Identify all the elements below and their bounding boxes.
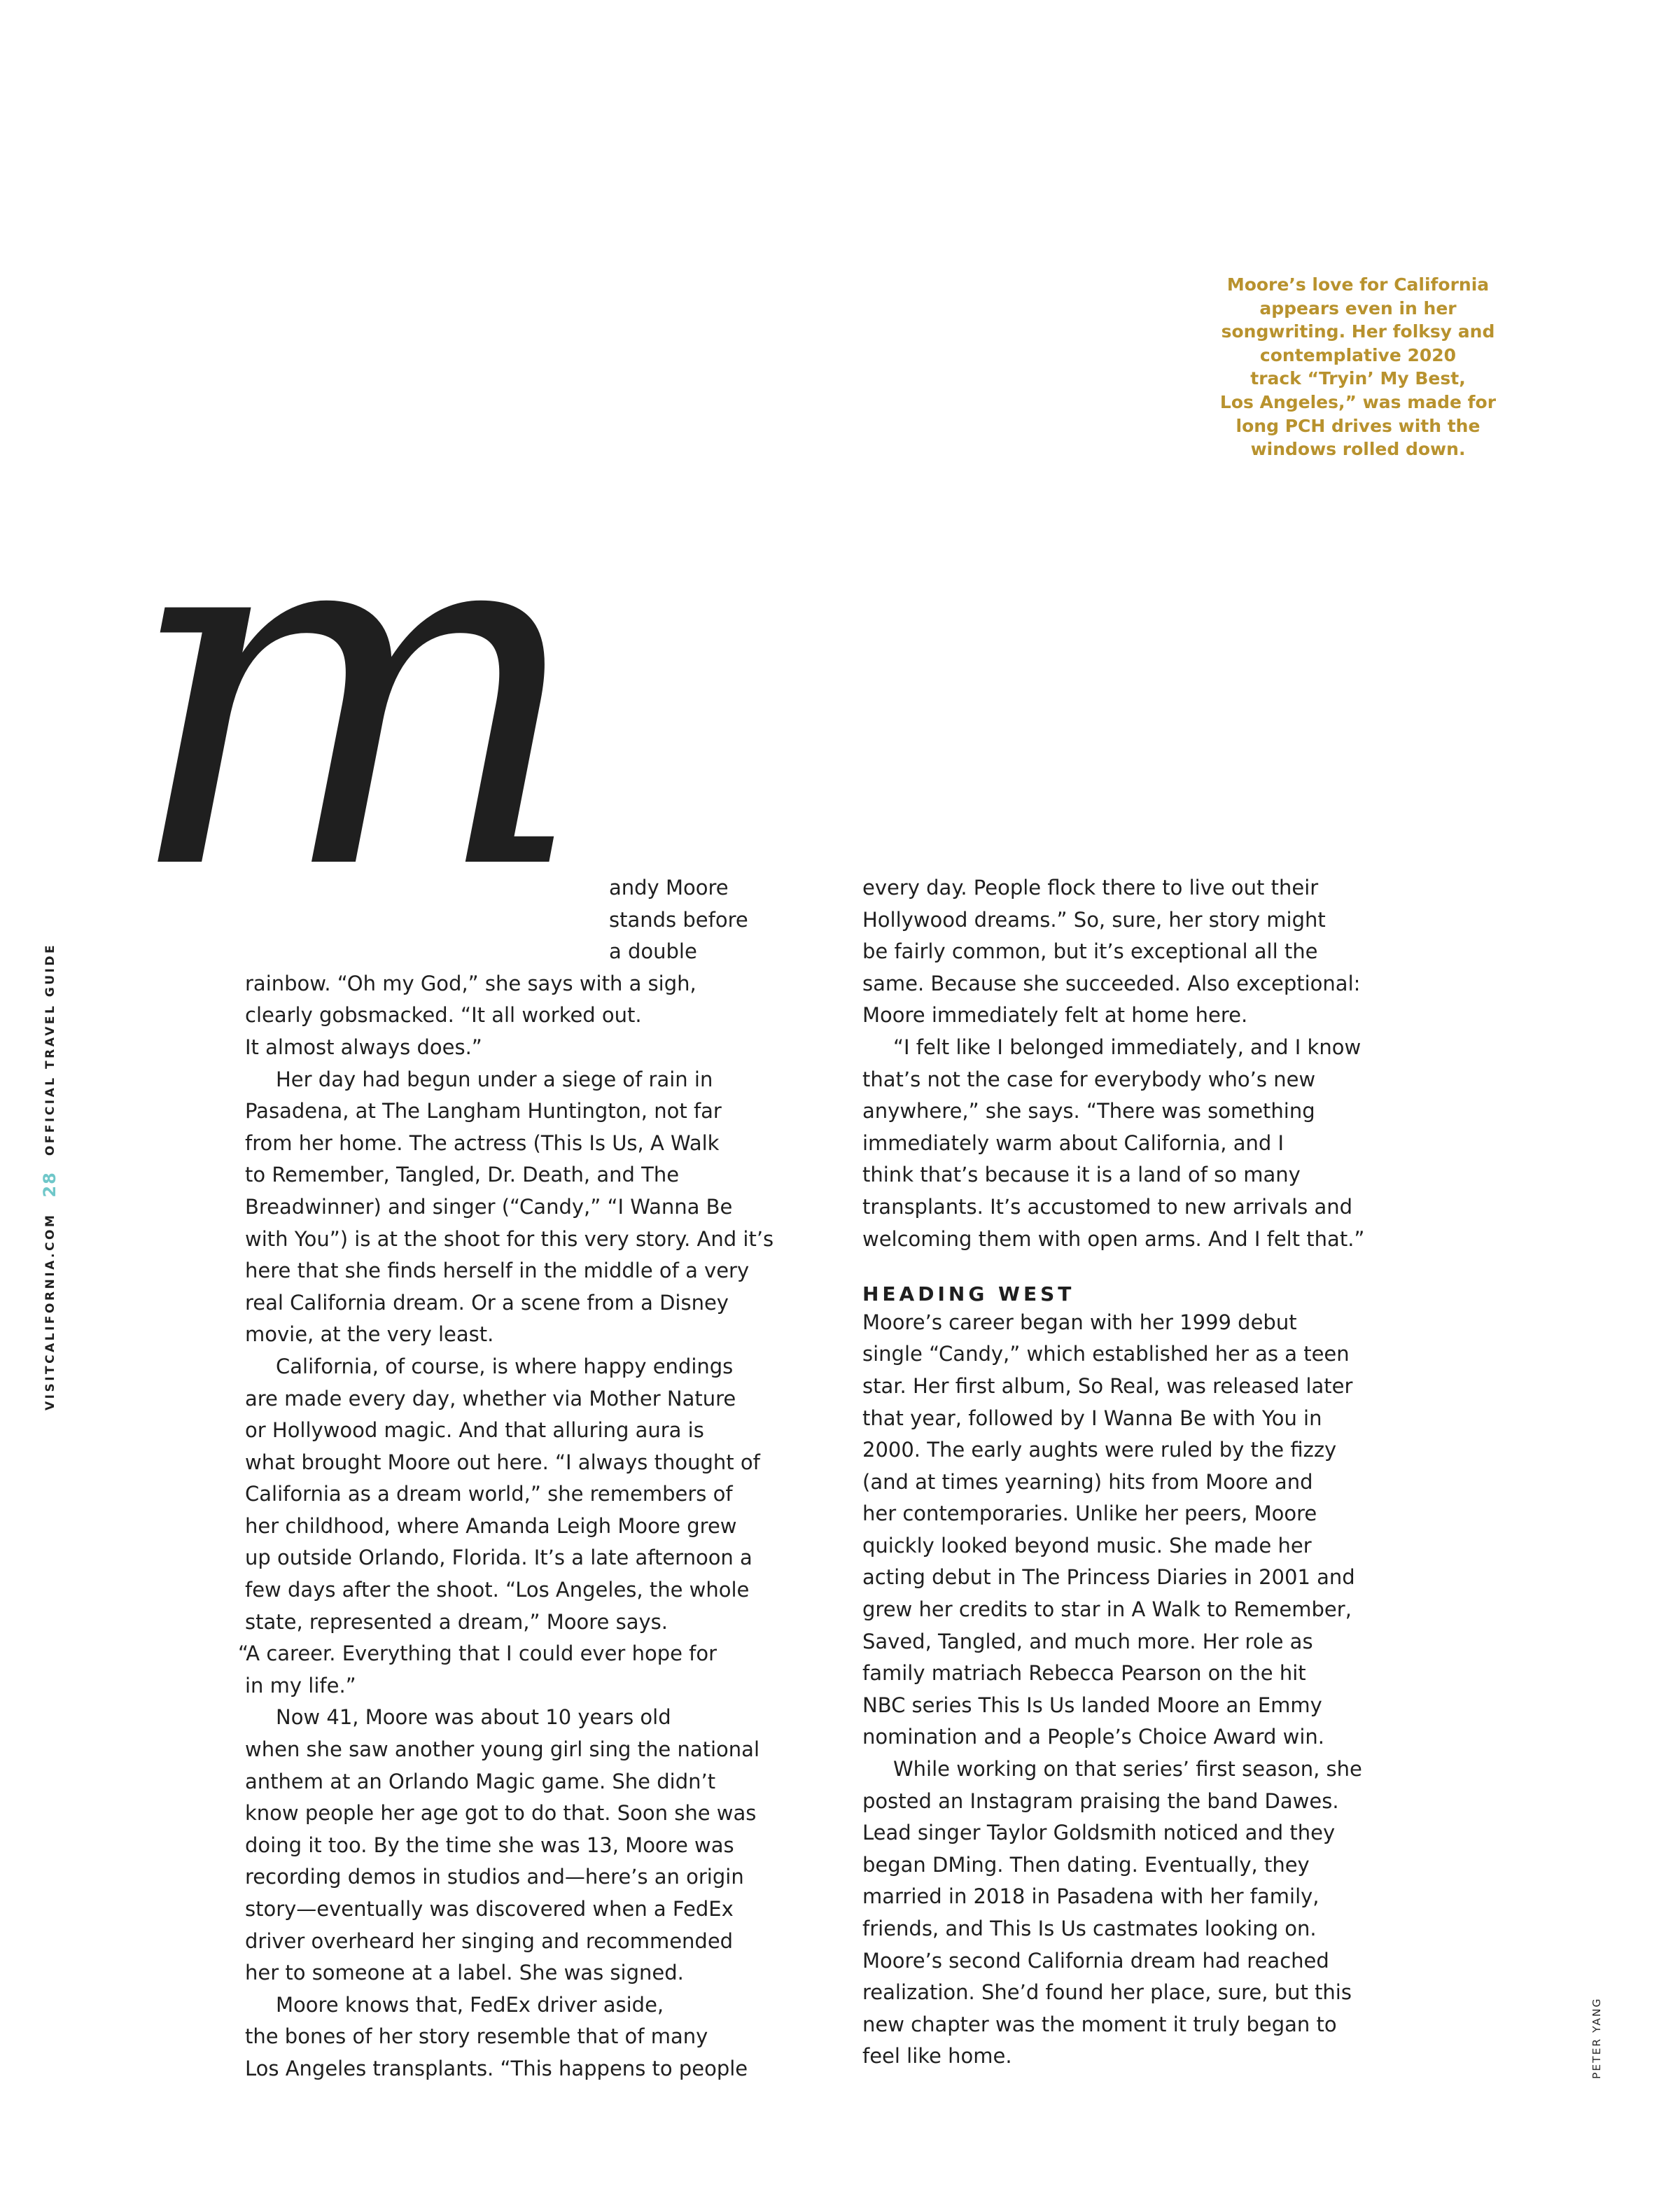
text-line: welcoming them with open arms. And I felt that.” (862, 1226, 1365, 1251)
text-line: posted an Instagram praising the band Dawes. (862, 1788, 1339, 1813)
article-column-left (238, 872, 774, 2085)
text-line: realization. She’d found her place, sure, but this (862, 1980, 1352, 2005)
text-line: Moore’s career began with her 1999 debut (862, 1310, 1297, 1334)
text-line: her childhood, where Amanda Leigh Moore grew (245, 1513, 737, 1538)
text-line: here that she finds herself in the middle of a very (245, 1259, 750, 1283)
text-line: (and at times yearning) hits from Moore and (862, 1469, 1313, 1494)
text-line: know people her age got to do that. Soon she was (245, 1801, 757, 1826)
text-line: Moore immediately felt at home here. (862, 1003, 1248, 1028)
text-line: anywhere,” she says. “There was something (862, 1099, 1315, 1124)
text-line: up outside Orlando, Florida. It’s a late afternoon a (245, 1546, 752, 1570)
text-line: Lead singer Taylor Goldsmith noticed and they (862, 1821, 1336, 1845)
text-line: family matriach Rebecca Pearson on the hit (862, 1661, 1306, 1686)
text-line: state, represented a dream,” Moore says. (245, 1609, 668, 1634)
pull-quote-line: long PCH drives with the (1236, 415, 1480, 436)
pull-quote-line: track “Tryin’ My Best, (1250, 368, 1466, 389)
article-column-right (862, 872, 1364, 2073)
text-line: every day. People flock there to live out their (862, 876, 1319, 899)
text-line: what brought Moore out here. “I always thought of (245, 1450, 760, 1474)
text-line: a double (609, 939, 697, 964)
text-line: feel like home. (862, 2044, 1012, 2068)
text-line: 2000. The early aughts were ruled by the fizzy (862, 1438, 1337, 1462)
text-line: think that’s because it is a land of so many (862, 1163, 1301, 1187)
text-line: began DMing. Then dating. Eventually, they (862, 1852, 1310, 1877)
text-line: Moore’s second California dream had reached (862, 1948, 1329, 1973)
text-line: Los Angeles transplants. “This happens to people (245, 2056, 748, 2080)
text-line: “A career. Everything that I could ever hope for (238, 1642, 718, 1666)
pull-quote-line: contemplative 2020 (1259, 344, 1457, 365)
text-line: doing it too. By the time she was 13, Moore was (245, 1833, 734, 1857)
text-line: to Remember, Tangled, Dr. Death, and The (245, 1163, 680, 1187)
text-line: immediately warm about California, and I (862, 1130, 1284, 1155)
text-line: California, of course, is where happy endings (276, 1354, 734, 1378)
text-line: quickly looked beyond music. She made her (862, 1533, 1312, 1558)
text-line: Her day had begun under a siege of rain in (276, 1067, 713, 1091)
photo-credit: PETER YANG (1590, 1997, 1603, 2079)
text-line: with You”) is at the shoot for this very story. And it’s (245, 1226, 774, 1251)
text-line: her contemporaries. Unlike her peers, Moore (862, 1502, 1317, 1526)
text-line: new chapter was the moment it truly began to (862, 2012, 1337, 2036)
text-line: the bones of her story resemble that of many (245, 2024, 708, 2049)
pull-quote-line: songwriting. Her folksy and (1221, 321, 1495, 342)
pull-quote-line: Los Angeles,” was made for (1219, 391, 1497, 412)
site-url: VISITCALIFORNIA.COM (43, 1212, 57, 1410)
text-line: real California dream. Or a scene from a Disney (245, 1290, 729, 1315)
text-line: married in 2018 in Pasadena with her family, (862, 1884, 1320, 1909)
text-line: nomination and a People’s Choice Award win. (862, 1725, 1325, 1749)
text-line: Now 41, Moore was about 10 years old (276, 1705, 671, 1730)
text-line: rainbow. “Oh my God,” she says with a sigh, (245, 971, 696, 995)
text-line: story—eventually was discovered when a FedEx (245, 1897, 734, 1921)
text-line: Saved, Tangled, and much more. Her role as (862, 1629, 1313, 1653)
text-line: from her home. The actress (This Is Us, A Walk (245, 1130, 720, 1155)
text-line: Pasadena, at The Langham Huntington, not far (245, 1099, 722, 1124)
drop-cap: m (123, 407, 574, 978)
text-line: stands before (609, 907, 748, 932)
text-line: “I felt like I belonged immediately, and I know (893, 1035, 1362, 1059)
text-line: or Hollywood magic. And that alluring aura is (245, 1418, 704, 1443)
text-line: be fairly common, but it’s exceptional all the (862, 939, 1318, 964)
text-line: that’s not the case for everybody who’s new (862, 1067, 1316, 1091)
text-line: Moore knows that, FedEx driver aside, (276, 1992, 664, 2017)
text-line: star. Her first album, So Real, was released later (862, 1373, 1353, 1398)
text-line: Hollywood dreams.” So, sure, her story might (862, 907, 1326, 932)
text-line: clearly gobsmacked. “It all worked out. (245, 1003, 642, 1028)
text-line: driver overheard her singing and recommended (245, 1928, 734, 1953)
publication-name: OFFICIAL TRAVEL GUIDE (43, 942, 57, 1156)
text-line: It almost always does.” (245, 1035, 482, 1059)
pull-quote (1190, 273, 1526, 461)
text-line: andy Moore (609, 876, 729, 899)
text-line: single “Candy,” which established her as a teen (862, 1342, 1350, 1366)
text-line: that year, followed by I Wanna Be with You in (862, 1406, 1322, 1430)
page-number: 28 (40, 1171, 59, 1198)
text-line: when she saw another young girl sing the national (245, 1737, 760, 1762)
text-line: transplants. It’s accustomed to new arrivals and (862, 1194, 1353, 1219)
text-line: movie, at the very least. (245, 1322, 494, 1347)
text-line: California as a dream world,” she remembers of (245, 1482, 733, 1506)
text-line: anthem at an Orlando Magic game. She didn’t (245, 1769, 716, 1793)
text-line: are made every day, whether via Mother Nature (245, 1386, 736, 1410)
pull-quote-line: windows rolled down. (1250, 439, 1466, 460)
pull-quote-line: appears even in her (1259, 298, 1457, 318)
text-line: NBC series This Is Us landed Moore an Emmy (862, 1693, 1322, 1717)
text-line: acting debut in The Princess Diaries in 2001 and (862, 1565, 1355, 1590)
text-line: in my life.” (245, 1673, 356, 1698)
text-line: grew her credits to star in A Walk to Remember, (862, 1597, 1352, 1622)
text-line: Breadwinner) and singer (“Candy,” “I Wanna Be (245, 1194, 733, 1219)
section-heading: HEADING WEST (862, 1282, 1075, 1306)
text-line: recording demos in studios and—here’s an origin (245, 1865, 744, 1889)
text-line: same. Because she succeeded. Also exceptional: (862, 971, 1361, 995)
pull-quote-line: Moore’s love for California (1226, 274, 1490, 295)
text-line: While working on that series’ first season, she (893, 1757, 1362, 1782)
text-line: friends, and This Is Us castmates looking on. (862, 1917, 1317, 1940)
text-line: her to someone at a label. She was signed. (245, 1961, 684, 1985)
text-line: few days after the shoot. “Los Angeles, the whole (245, 1578, 750, 1602)
spine-folio (40, 943, 59, 1410)
